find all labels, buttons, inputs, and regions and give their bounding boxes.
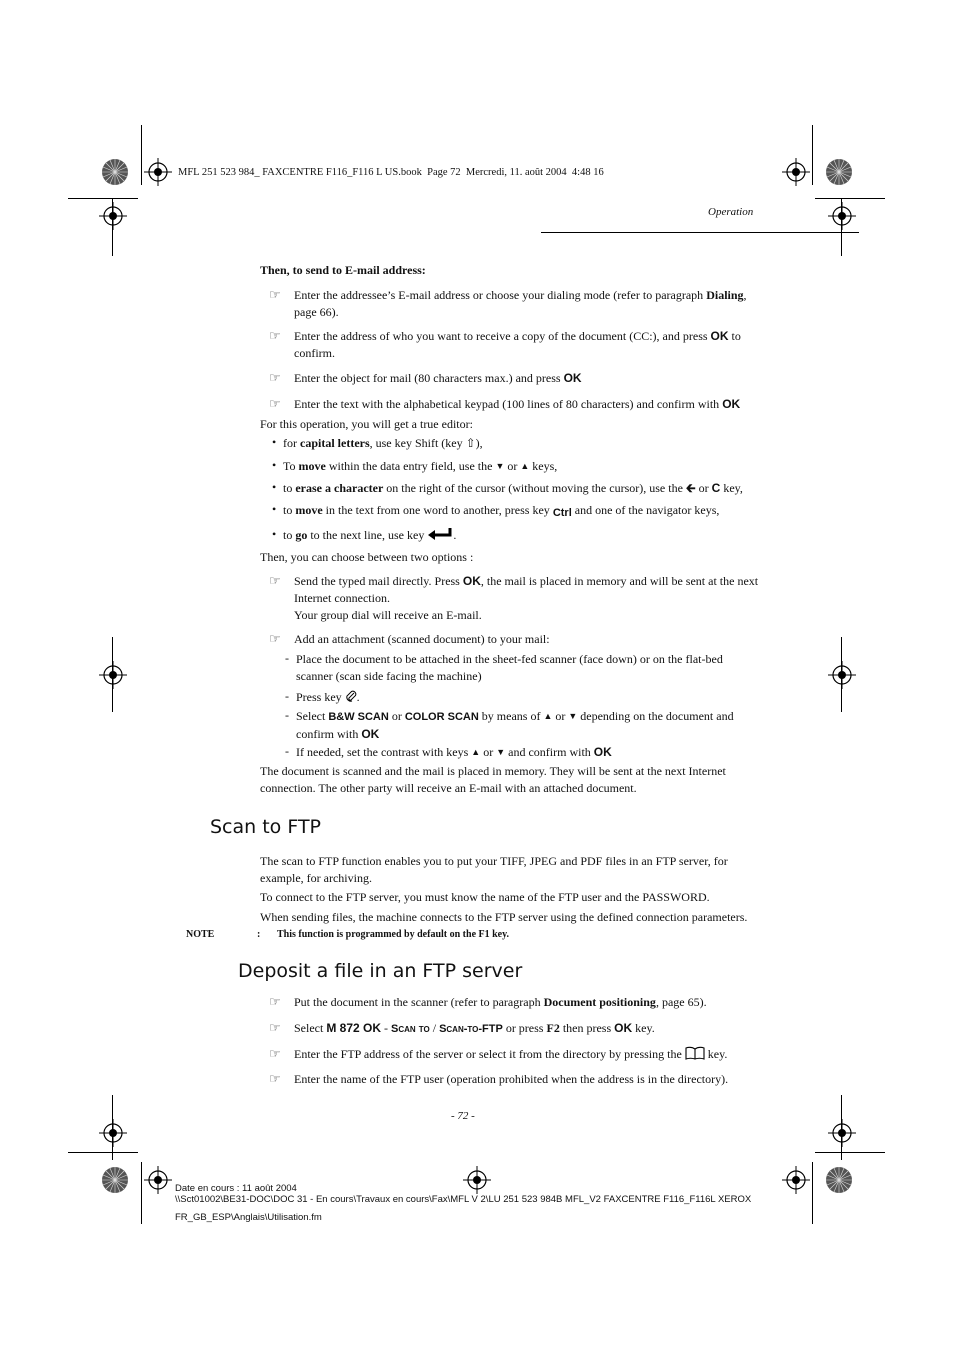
editor-bullet-5: to go to the next line, use key .	[283, 528, 457, 542]
page-number: - 72 -	[451, 1110, 475, 1122]
email-step-3: Enter the object for mail (80 characters max.) and press OK	[294, 371, 582, 385]
dash: -	[285, 689, 289, 703]
ftp-paragraph-2: To connect to the FTP server, you must know the name of the FTP user and the PASSWORD.	[260, 890, 710, 904]
ctrl-key: Ctrl	[552, 507, 572, 519]
arrow-down-icon: ▼	[568, 711, 578, 721]
star-target-icon	[101, 1166, 129, 1194]
arrow-down-icon: ▼	[495, 461, 505, 471]
paperclip-icon	[345, 690, 357, 702]
arrow-up-icon: ▲	[520, 461, 530, 471]
email-closing: The document is scanned and the mail is placed in memory. They will be sent at the next Internet connection. The other party will receive an E-mail with an attached document.	[260, 764, 726, 795]
arrow-up-icon: ▲	[471, 747, 481, 757]
ok-key: OK	[593, 745, 612, 759]
deposit-step-4: Enter the name of the FTP user (operation prohibited when the address is in the directory).	[294, 1072, 729, 1086]
deposit-heading: Deposit a file in an FTP server	[238, 960, 523, 982]
pointing-hand-icon: ☞	[269, 328, 281, 343]
editor-bullet-2: To move within the data entry field, use the ▼ or ▲ keys,	[283, 459, 558, 473]
registration-target-icon	[99, 202, 127, 230]
email-step-4: Enter the text with the alphabetical keypad (100 lines of 80 characters) and confirm with OK	[294, 397, 741, 411]
option-2-step-4: If needed, set the contrast with keys ▲ or ▼ and confirm with OK	[296, 745, 612, 759]
ok-key: OK	[710, 329, 729, 343]
file-info: MFL 251 523 984_ FAXCENTRE F116_F116 L US.book Page 72 Mercredi, 11. août 2004 4:48 16	[178, 167, 604, 178]
editor-bullet-4: to move in the text from one word to another, press key Ctrl and one of the navigator keys,	[283, 503, 720, 519]
pointing-hand-icon: ☞	[269, 396, 281, 411]
pointing-hand-icon: ☞	[269, 573, 281, 588]
bullet: •	[272, 458, 277, 472]
pointing-hand-icon: ☞	[269, 994, 281, 1009]
ftp-paragraph-3: When sending files, the machine connects to the FTP server using the defined connection parameters.	[260, 910, 748, 924]
scan-to-ftp-key: Scan-to-FTP	[439, 1023, 503, 1035]
registration-target-icon	[828, 202, 856, 230]
section-title: Operation	[708, 206, 754, 218]
pointing-hand-icon: ☞	[269, 287, 281, 302]
header-rule	[541, 232, 859, 233]
email-step-2: Enter the address of who you want to receive a copy of the document (CC:), and press OK to confirm.	[294, 329, 741, 360]
deposit-step-2: Select M 872 OK - Scan to / Scan-to-FTP or press F2 then press OK key.	[294, 1021, 655, 1035]
option-2-step-2: Press key .	[296, 690, 360, 704]
deposit-step-1: Put the document in the scanner (refer to paragraph Document positioning, page 65).	[294, 995, 707, 1009]
bullet: •	[272, 480, 277, 494]
email-heading: Then, to send to E-mail address:	[260, 263, 426, 277]
registration-target-icon	[99, 1119, 127, 1147]
color-scan-key: COLOR SCAN	[404, 711, 479, 723]
registration-target-icon	[828, 1119, 856, 1147]
crop-line	[68, 198, 138, 199]
arrow-up-icon: ▲	[543, 711, 553, 721]
c-key: C	[711, 481, 721, 495]
ok-key: OK	[563, 371, 582, 385]
crop-line	[812, 125, 813, 185]
pointing-hand-icon: ☞	[269, 631, 281, 646]
ok-key: OK	[614, 1021, 633, 1035]
dash: -	[285, 708, 289, 722]
deposit-step-3: Enter the FTP address of the server or select it from the directory by pressing the key.	[294, 1047, 728, 1061]
crop-line	[815, 1152, 885, 1153]
crop-line	[815, 198, 885, 199]
option-1: Send the typed mail directly. Press OK, the mail is placed in memory and will be sent at the next Internet connection. Your group dial will receive an E-mail.	[294, 574, 759, 622]
registration-target-icon	[463, 1166, 491, 1194]
editor-bullet-1: for capital letters, use key Shift (key ⇧),	[283, 436, 483, 450]
crop-line	[812, 1162, 813, 1224]
email-step-1: Enter the addressee’s E-mail address or choose your dialing mode (refer to paragraph Dialing, page 66).	[294, 288, 747, 319]
ok-key: OK	[462, 574, 481, 588]
pointing-hand-icon: ☞	[269, 370, 281, 385]
star-target-icon	[825, 158, 853, 186]
crop-line	[68, 1152, 138, 1153]
directory-book-icon	[685, 1046, 705, 1060]
enter-key-icon	[427, 527, 453, 541]
crop-line	[141, 125, 142, 185]
options-intro: Then, you can choose between two options :	[260, 550, 474, 564]
bullet: •	[272, 502, 277, 516]
dash: -	[285, 744, 289, 758]
option-2-title: Add an attachment (scanned document) to your mail:	[294, 632, 550, 646]
registration-target-icon	[828, 661, 856, 689]
ok-key: OK	[361, 727, 380, 741]
note-label: NOTE	[186, 929, 215, 940]
scan-to-key: Scan to	[391, 1023, 430, 1035]
scan-to-ftp-heading: Scan to FTP	[210, 816, 322, 838]
pointing-hand-icon: ☞	[269, 1071, 281, 1086]
registration-target-icon	[99, 661, 127, 689]
star-target-icon	[101, 158, 129, 186]
registration-target-icon	[144, 158, 172, 186]
footer-path-1: \\Sct01002\BE31-DOC\DOC 31 - En cours\Travaux en cours\Fax\MFL V 2\LU 251 523 984B MFL_V2 FAXCENTRE F116_F116L XEROX	[175, 1194, 752, 1205]
ok-key: OK	[722, 397, 741, 411]
bullet: •	[272, 435, 277, 449]
registration-target-icon	[782, 158, 810, 186]
option-2-step-3: Select B&W SCAN or COLOR SCAN by means of ▲ or ▼ depending on the document and confirm with OK	[296, 709, 734, 741]
footer-path-2: FR_GB_ESP\Anglais\Utilisation.fm	[175, 1212, 322, 1223]
crop-line	[141, 1162, 142, 1224]
dash: -	[285, 651, 289, 665]
editor-bullet-3: to erase a character on the right of the cursor (without moving the cursor), use the 🡰 or C key,	[283, 481, 743, 495]
bw-scan-key: B&W SCAN	[328, 711, 389, 723]
note-colon: :	[257, 929, 261, 940]
ftp-paragraph-1: The scan to FTP function enables you to put your TIFF, JPEG and PDF files in an FTP server, for example, for archiving.	[260, 854, 728, 885]
bullet: •	[272, 527, 277, 541]
pointing-hand-icon: ☞	[269, 1020, 281, 1035]
arrow-down-icon: ▼	[496, 747, 506, 757]
footer-date: Date en cours : 11 août 2004	[175, 1183, 297, 1194]
registration-target-icon	[144, 1166, 172, 1194]
registration-target-icon	[782, 1166, 810, 1194]
pointing-hand-icon: ☞	[269, 1046, 281, 1061]
star-target-icon	[825, 1166, 853, 1194]
option-2-step-1: Place the document to be attached in the sheet-fed scanner (face down) or on the flat-bed scanner (scan side facing the machine)	[296, 652, 723, 683]
menu-code-key: M 872 OK	[326, 1021, 382, 1035]
arrow-left-icon: 🡰	[685, 481, 696, 495]
note-text: This function is programmed by default on the F1 key.	[277, 929, 510, 940]
editor-intro: For this operation, you will get a true editor:	[260, 417, 473, 431]
